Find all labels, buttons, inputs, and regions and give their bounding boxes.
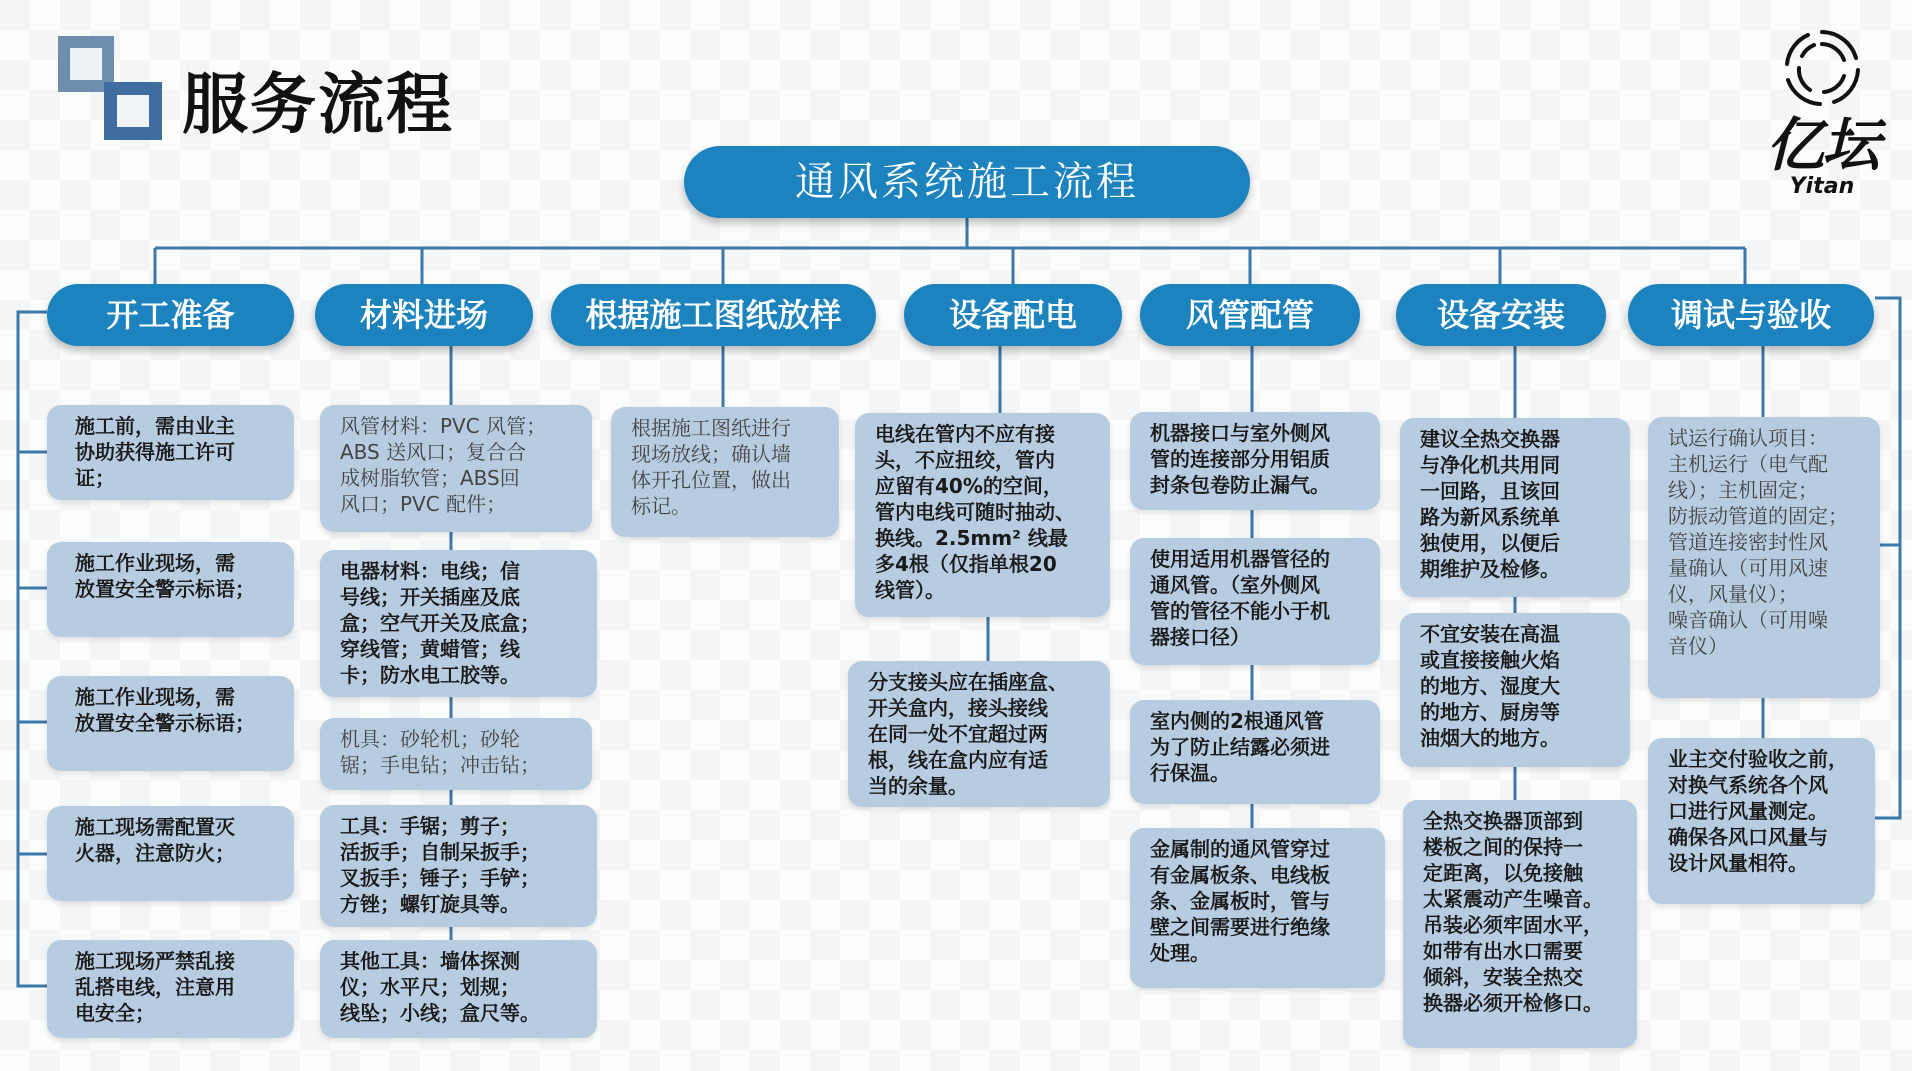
step-card: 施工作业现场，需 放置安全警示标语； <box>47 542 294 637</box>
step-card: 施工前，需由业主 协助获得施工许可 证； <box>47 405 294 500</box>
step-card: 施工作业现场，需 放置安全警示标语； <box>47 676 294 771</box>
brand-logo <box>1752 26 1892 198</box>
step-card: 施工现场需配置灭 火器，注意防火； <box>47 806 294 901</box>
phase-header-1: 开工准备 <box>47 284 294 346</box>
phase-header-4: 设备配电 <box>904 284 1122 346</box>
step-card: 工具：手锯；剪子； 活扳手；自制呆扳手； 叉扳手；锤子；手铲； 方锉；螺钉旋具等。 <box>320 805 597 927</box>
phase-header-2: 材料进场 <box>315 284 533 346</box>
step-card: 金属制的通风管穿过 有金属板条、电线板 条、金属板时，管与 壁之间需要进行绝缘 处理。 <box>1130 828 1385 988</box>
brand-name-cn: 亿坛 <box>1765 111 1878 179</box>
step-card: 使用适用机器管径的 通风管。（室外侧风 管的管径不能小于机 器接口径） <box>1130 538 1380 665</box>
step-card: 业主交付验收之前， 对换气系统各个风 口进行风量测定。 确保各风口风量与 设计风量相符。 <box>1648 738 1875 904</box>
brand-name-en: Yitan <box>1789 174 1855 199</box>
step-card: 室内侧的2根通风管 为了防止结露必须进 行保温。 <box>1130 700 1380 804</box>
step-card: 电线在管内不应有接 头，不应扭绞，管内 应留有40%的空间， 管内电线可随时抽动、 换线。2.5mm² 线最 多4根（仅指单根20 线管）。 <box>855 413 1110 617</box>
step-card: 根据施工图纸进行 现场放线；确认墙 体开孔位置，做出 标记。 <box>611 407 839 537</box>
step-card: 全热交换器顶部到 楼板之间的保持一 定距离，以免接触 太紧震动产生噪音。 吊装必须牢固水平， 如带有出水口需要 倾斜，安装全热交 换器必须开检修口。 <box>1403 800 1637 1048</box>
step-card: 不宜安装在高温 或直接接触火焰 的地方、湿度大 的地方、厨房等 油烟大的地方。 <box>1400 613 1630 767</box>
swirl-logo-icon <box>1780 26 1864 110</box>
step-card: 机器接口与室外侧风 管的连接部分用铝质 封条包卷防止漏气。 <box>1130 412 1380 510</box>
phase-header-3: 根据施工图纸放样 <box>551 284 876 346</box>
flow-title: 通风系统施工流程 <box>684 146 1250 218</box>
step-card: 其他工具：墙体探测 仪；水平尺；划规； 线坠；小线；盒尺等。 <box>320 940 597 1038</box>
step-card: 建议全热交换器 与净化机共用同 一回路，且该回 路为新风系统单 独使用，以便后 期维护及检修。 <box>1400 418 1630 597</box>
step-card: 机具：砂轮机；砂轮 锯；手电钻；冲击钻； <box>320 718 592 790</box>
phase-header-6: 设备安装 <box>1396 284 1606 346</box>
logo-square-dark <box>104 82 162 140</box>
step-card: 电器材料：电线；信 号线；开关插座及底 盒；空气开关及底盒； 穿线管；黄蜡管；线 卡；防水电工胶等。 <box>320 550 597 697</box>
page-title: 服务流程 <box>182 66 454 143</box>
phase-header-5: 风管配管 <box>1140 284 1360 346</box>
step-card: 分支接头应在插座盒、 开关盒内，接头接线 在同一处不宜超过两 根，线在盒内应有适 当的余量。 <box>848 661 1110 807</box>
step-card: 施工现场严禁乱接 乱搭电线，注意用 电安全； <box>47 940 294 1038</box>
phase-header-7: 调试与验收 <box>1628 284 1874 346</box>
step-card: 风管材料：PVC 风管； ABS 送风口；复合合 成树脂软管；ABS回 风口；PVC 配件； <box>320 405 592 532</box>
step-card: 试运行确认项目： 主机运行（电气配 线）；主机固定； 防振动管道的固定； 管道连接密封性风 量确认（可用风速 仪，风量仪）； 噪音确认（可用噪 音仪） <box>1648 417 1880 698</box>
title-logo-squares <box>58 36 168 146</box>
